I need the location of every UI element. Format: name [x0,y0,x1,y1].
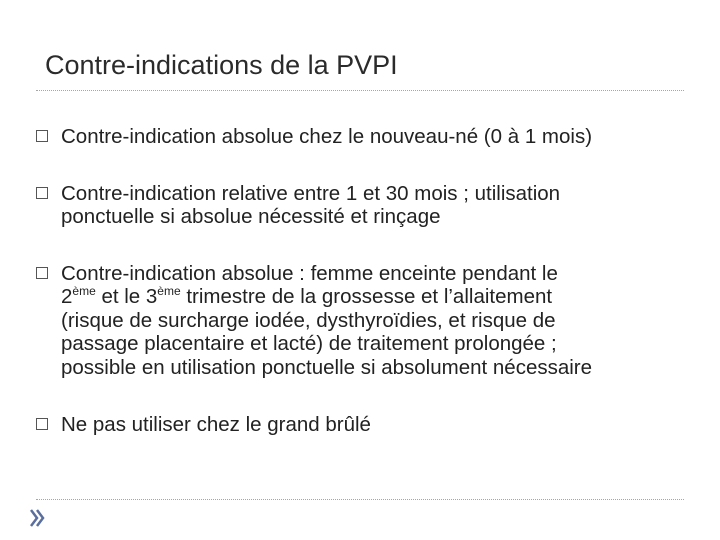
trimester-number: 2 [61,285,73,308]
checkbox-bullet-icon [36,267,48,279]
bullet-item [36,182,716,229]
slide-title: Contre-indications de la PVPI [45,50,398,80]
bullet-item [36,262,716,380]
checkbox-bullet-icon [36,187,48,199]
checkbox-bullet-icon [36,130,48,142]
bullet-text: passage placentaire et lacté) de traitement prolongée ; [61,332,557,355]
bullet-text: (risque de surcharge iodée, dysthyroïdies, et risque de [61,308,556,332]
bullet-text-with-superscripts [61,285,716,309]
bullet-text: Contre-indication relative entre 1 et 30 mois ; utilisation [61,181,561,205]
double-chevron-right-icon [29,506,45,530]
text-fragment: et le [95,285,146,308]
bullet-text: Ne pas utiliser chez le grand brûlé [61,413,371,436]
bullet-item [36,413,716,437]
text-fragment: trimestre de la grossesse et l’allaitement [180,285,553,308]
ordinal-superscript: ème [72,284,96,298]
bullet-list [36,125,716,436]
checkbox-bullet-icon [36,418,48,430]
title-divider [36,90,684,91]
trimester-number: 3 [145,285,158,308]
ordinal-superscript: ème [157,284,181,298]
bullet-text: possible en utilisation ponctuelle si absolument nécessaire [61,355,593,379]
bullet-text: Contre-indication absolue : femme enceinte pendant le [61,261,558,285]
bullet-text: Contre-indication absolue chez le nouveau-né (0 à 1 mois) [61,125,593,148]
footer-divider [36,499,684,500]
bullet-text: ponctuelle si absolue nécessité et rinçage [61,205,441,228]
bullet-item [36,125,716,149]
